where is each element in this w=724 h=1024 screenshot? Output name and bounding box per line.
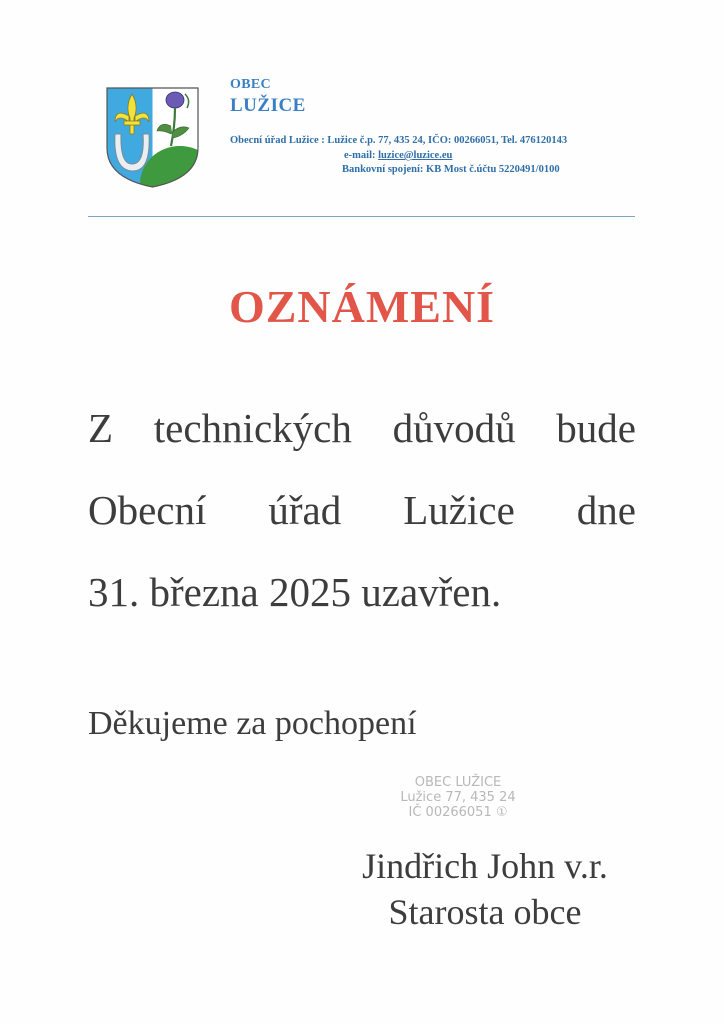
body-line: Obecní úřad Lužice dne [88,487,636,533]
org-name: LUŽICE [230,95,306,116]
org-label: OBEC [230,77,271,92]
signature-block [300,843,670,935]
thanks-text: Děkujeme za pochopení [88,705,417,742]
notice-title: OZNÁMENÍ [228,281,496,332]
address-line: Obecní úřad Lužice : Lužice č.p. 77, 435 24, IČO: 00266051, Tel. 476120143 [230,135,568,146]
email-link[interactable]: luzice@luzice.eu [378,150,453,161]
official-stamp [393,775,523,820]
email-label: e-mail: [344,150,379,161]
coat-of-arms-icon [105,86,200,189]
notice-body [88,405,636,654]
signer-name: Jindřich John v.r. [362,846,608,886]
bank-line: Bankovní spojení: KB Most č.účtu 5220491/0100 [342,164,560,175]
email-line [344,150,452,161]
stamp-line: Lužice 77, 435 24 [400,790,516,805]
header-divider [88,216,635,217]
body-line: 31. března 2025 uzavřen. [88,569,502,615]
stamp-line: OBEC LUŽICE [414,775,502,790]
body-line: Z technických důvodů bude [88,405,636,451]
signer-role: Starosta obce [388,892,582,932]
stamp-line: IČ 00266051 ① [408,805,508,820]
